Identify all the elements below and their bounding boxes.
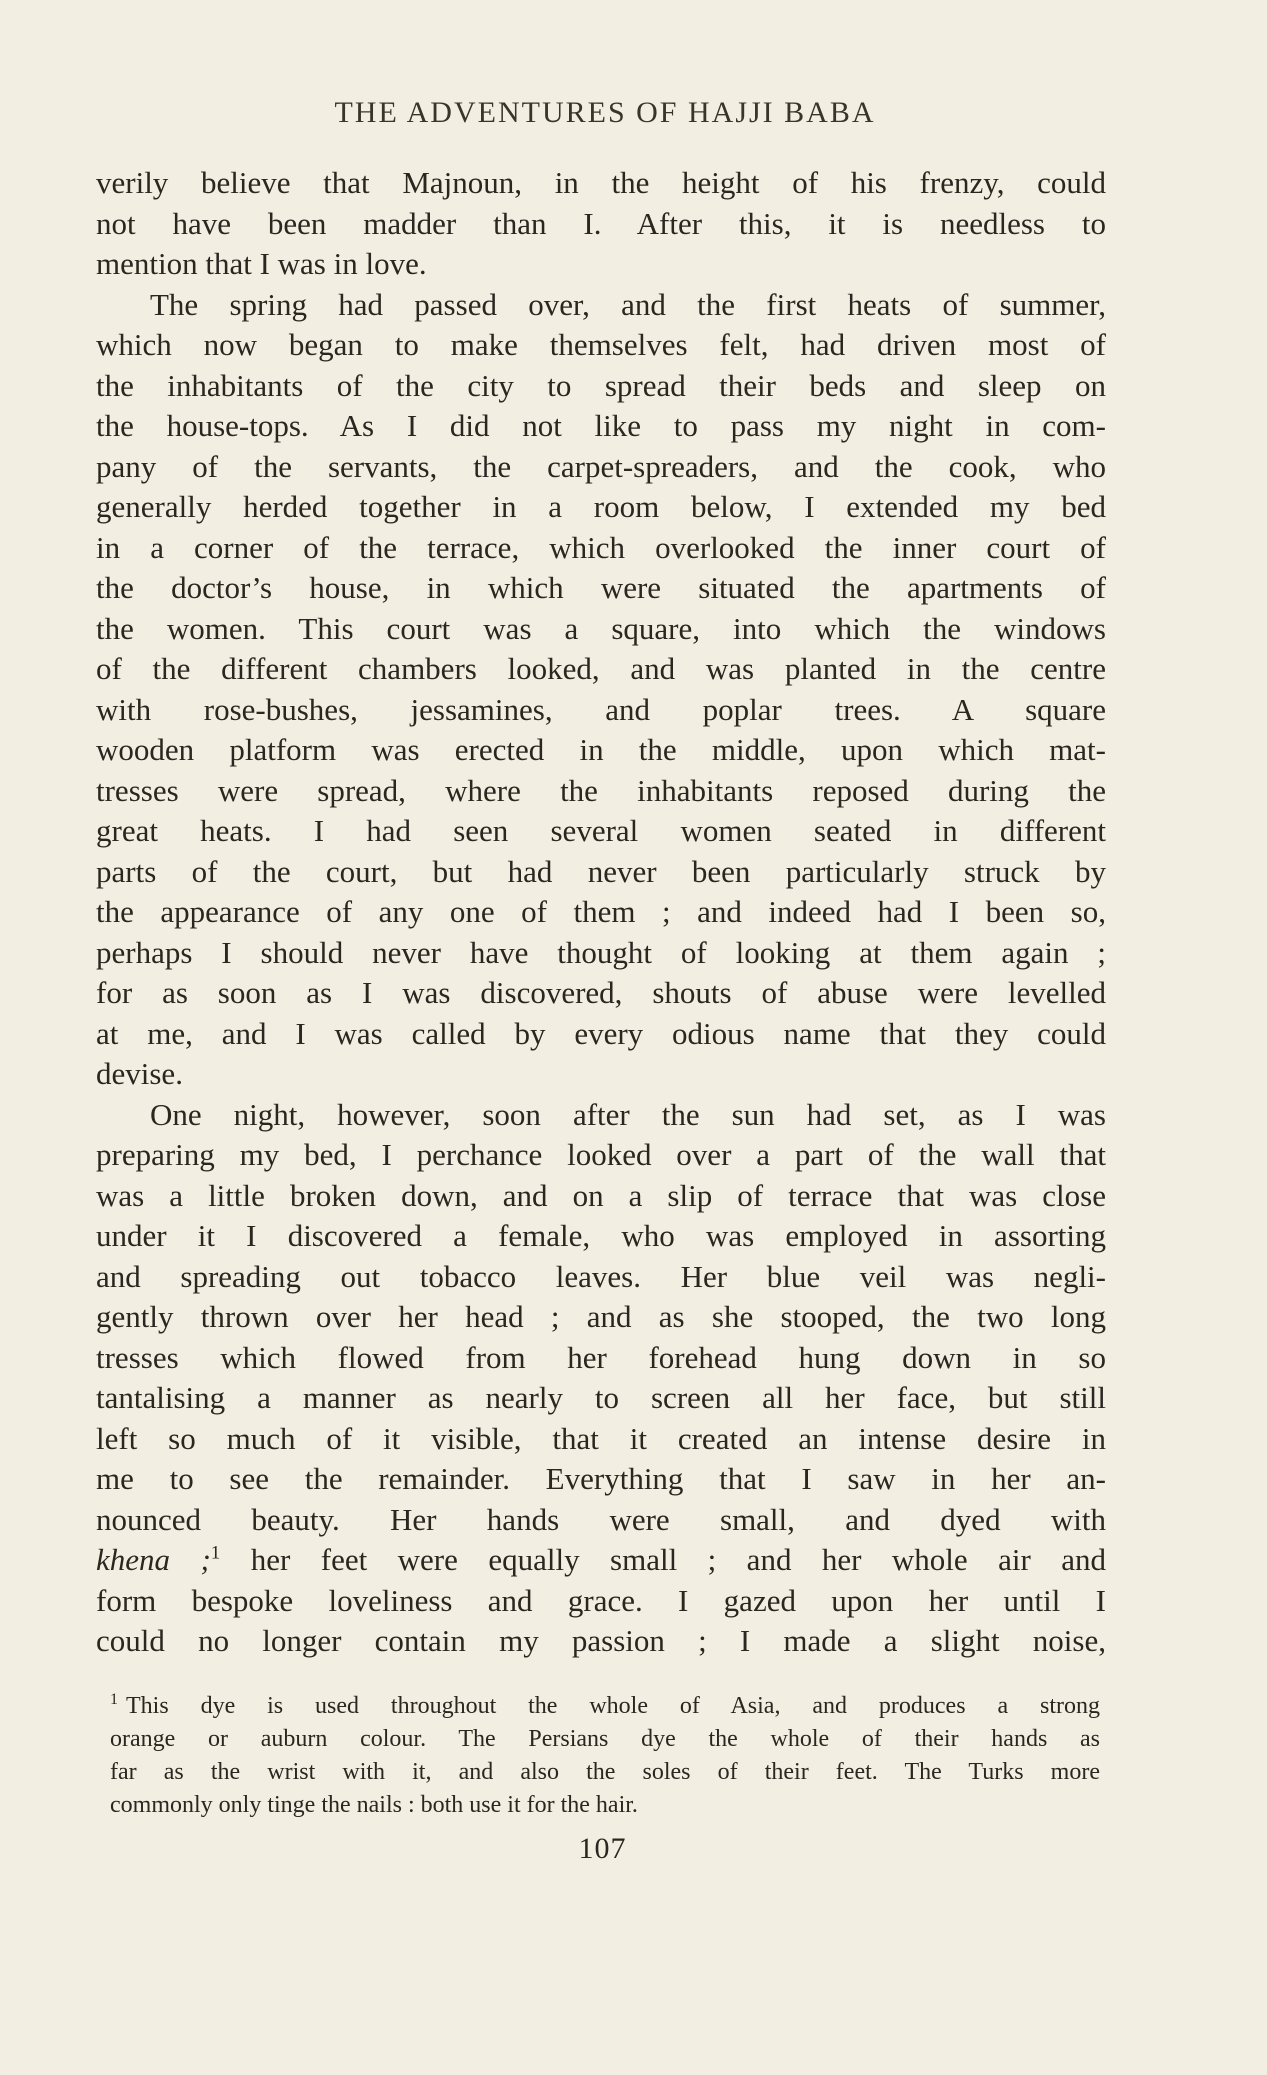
text-line: nounced beauty. Her hands were small, and dyed with <box>96 1501 1106 1537</box>
footnote <box>90 1690 1100 1822</box>
khena-word: khena ; <box>96 1542 211 1577</box>
text-line: One night, however, soon after the sun had set, as I was <box>150 1096 1106 1132</box>
text-line: with rose-bushes, jessamines, and poplar trees. A square <box>96 691 1106 727</box>
text-line: at me, and I was called by every odious name that they could <box>96 1015 1106 1051</box>
text-line: pany of the servants, the carpet-spreaders, and the cook, who <box>96 448 1106 484</box>
text-line: great heats. I had seen several women seated in different <box>96 813 1106 848</box>
text-line: generally herded together in a room below, I extended my bed <box>96 489 1106 524</box>
text-line: the women. This court was a square, into which the windows <box>96 610 1106 646</box>
text-line: gently thrown over her head ; and as she stooped, the two long <box>96 1299 1106 1334</box>
footnote-line-text: This dye is used throughout the whole of Asia, and produces a strong <box>126 1693 1100 1719</box>
text-line: me to see the remainder. Everything that I saw in her an- <box>96 1461 1106 1496</box>
text-line-rest: her feet were equally small ; and her whole air and <box>220 1542 1107 1577</box>
text-line: which now began to make themselves felt, had driven most of <box>96 327 1106 362</box>
text-line: was a little broken down, and on a slip of terrace that was close <box>96 1177 1106 1213</box>
text-line: tresses which flowed from her forehead hung down in so <box>96 1339 1106 1375</box>
text-line: could no longer contain my passion ; I made a slight noise, <box>96 1623 1106 1658</box>
text-line: wooden platform was erected in the middle, upon which mat- <box>96 732 1106 767</box>
text-line: mention that I was in love. <box>96 246 427 281</box>
text-line: tantalising a manner as nearly to screen all her face, but still <box>96 1380 1106 1415</box>
footnote-line: far as the wrist with it, and also the soles of their feet. The Turks more <box>110 1759 1100 1785</box>
footnote-mark: 1 <box>110 1691 118 1708</box>
text-line: The spring had passed over, and the first heats of summer, <box>150 286 1106 322</box>
text-line: perhaps I should never have thought of looking at them again ; <box>96 934 1106 970</box>
text-line: the doctor’s house, in which were situated the apartments of <box>96 570 1106 605</box>
text-line: and spreading out tobacco leaves. Her blue veil was negli- <box>96 1258 1106 1294</box>
text-line: devise. <box>96 1056 183 1091</box>
running-head: THE ADVENTURES OF HAJJI BABA <box>334 96 876 129</box>
footnote-line: orange or auburn colour. The Persians dye the whole of their hands as <box>110 1726 1100 1752</box>
text-line: tresses were spread, where the inhabitants reposed during the <box>96 772 1106 808</box>
text-line: not have been madder than I. After this, it is needless to <box>96 205 1106 241</box>
text-line: under it I discovered a female, who was employed in assorting <box>96 1218 1106 1253</box>
text-line: the inhabitants of the city to spread their beds and sleep on <box>96 367 1106 403</box>
body-text <box>96 163 1106 1662</box>
footnote-line: commonly only tinge the nails : both use it for the hair. <box>110 1792 638 1818</box>
footnote-line <box>90 1690 1100 1723</box>
text-line: for as soon as I was discovered, shouts of abuse were levelled <box>96 975 1106 1010</box>
text-line: in a corner of the terrace, which overlooked the inner court of <box>96 529 1106 565</box>
text-line: the house-tops. As I did not like to pass my night in com- <box>96 408 1106 443</box>
text-line: preparing my bed, I perchance looked over a part of the wall that <box>96 1137 1106 1172</box>
text-line: parts of the court, but had never been particularly struck by <box>96 853 1106 889</box>
text-line: left so much of it visible, that it created an intense desire in <box>96 1420 1106 1456</box>
text-line: verily believe that Majnoun, in the height of his frenzy, could <box>96 165 1106 200</box>
text-line: form bespoke loveliness and grace. I gazed upon her until I <box>96 1582 1106 1618</box>
text-line: of the different chambers looked, and was planted in the centre <box>96 651 1106 686</box>
footnote-reference: 1 <box>210 1542 221 1564</box>
text-line: the appearance of any one of them ; and indeed had I been so, <box>96 894 1106 929</box>
page-number: 107 <box>578 1832 627 1865</box>
text-line-khena <box>96 1540 1106 1581</box>
